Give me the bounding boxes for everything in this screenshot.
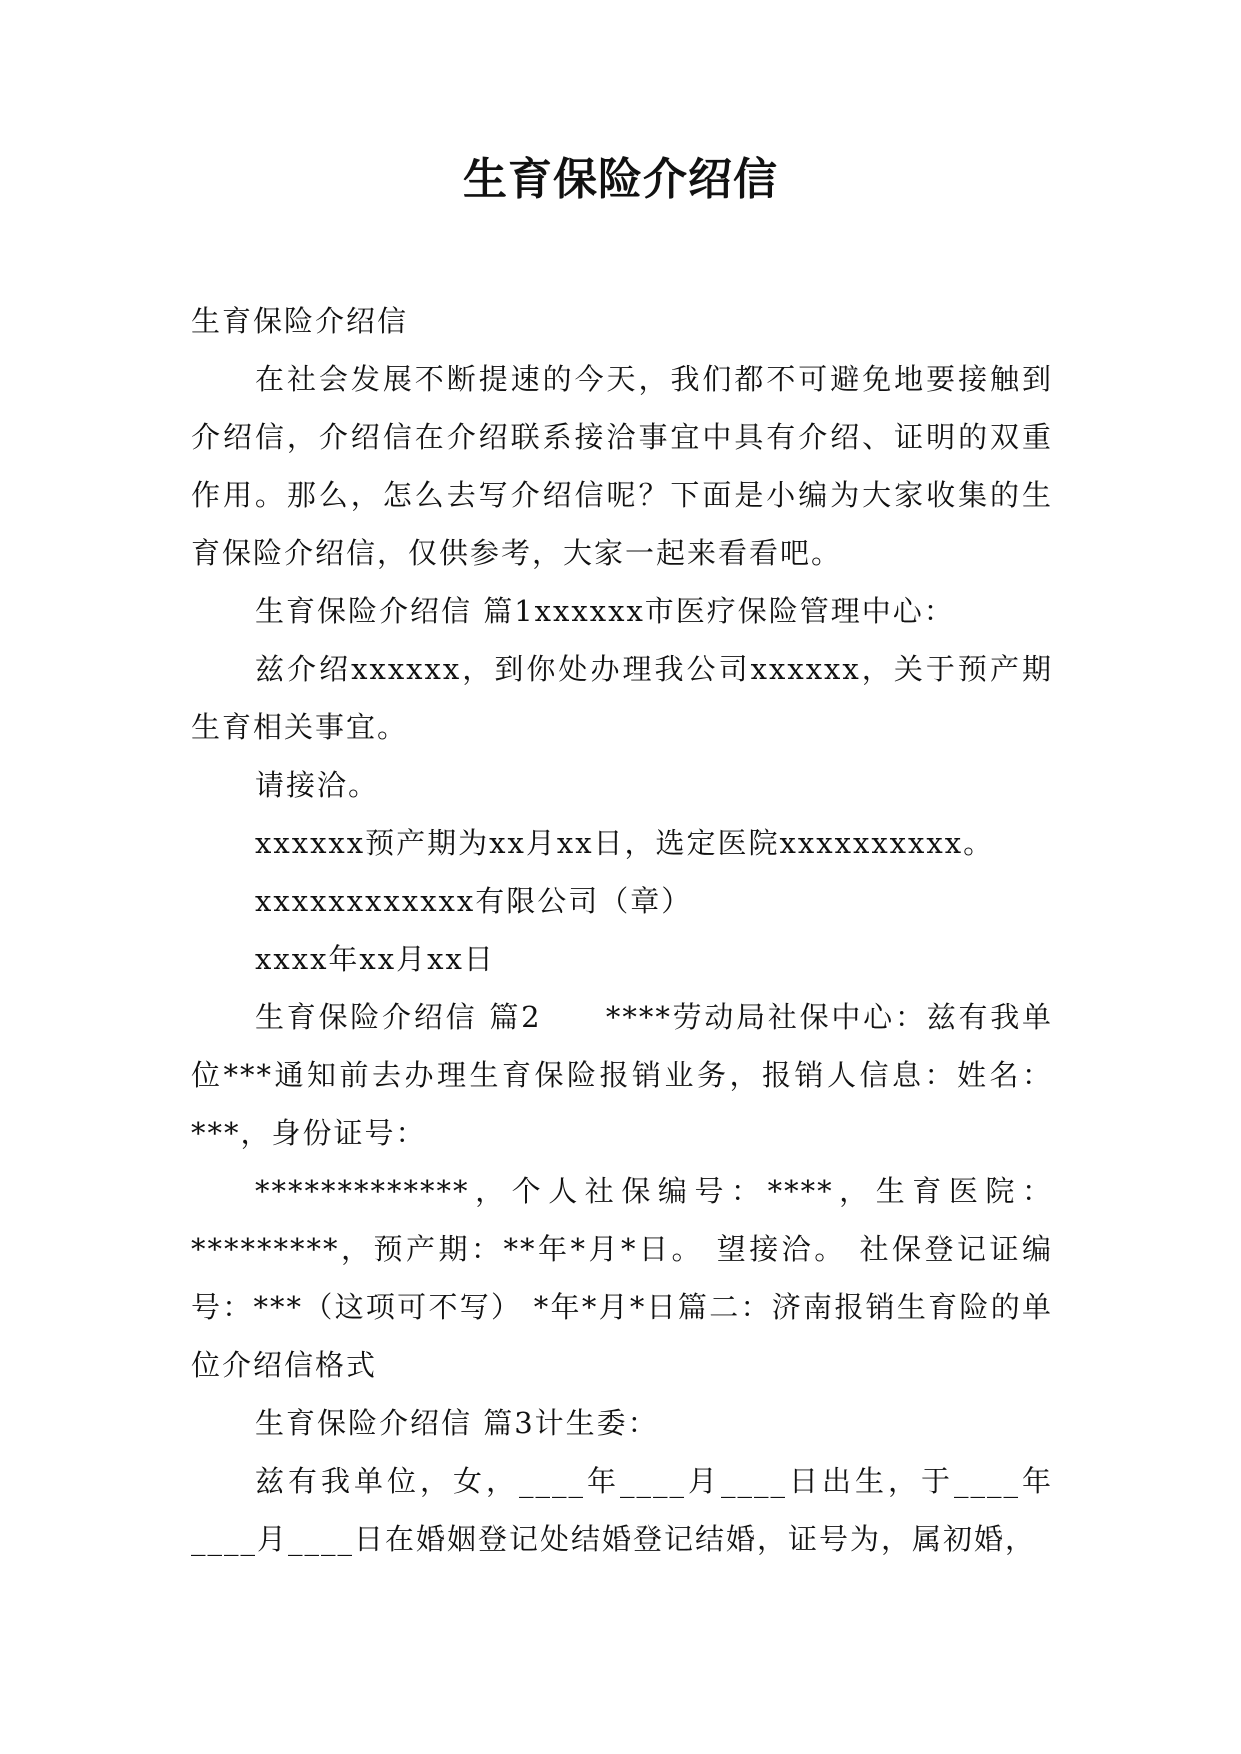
paragraph-letter3-heading: 生育保险介绍信 篇3计生委： (255, 1406, 659, 1440)
paragraph-intro: 在社会发展不断提速的今天，我们都不可避免地要接触到介绍信，介绍信在介绍联系接洽事宜中具有介绍、证明的双重作用。那么，怎么去写介绍信呢？下面是小编为大家收集的生育保险介绍信，仅供参考，大家一起来看看吧。 (191, 362, 1053, 570)
paragraph-letter2-heading: 生育保险介绍信 篇2 ****劳动局社保中心：兹有我单位***通知前去办理生育保险报销业务，报销人信息：姓名：***，身份证号： (191, 1000, 1053, 1150)
paragraph-letter1-heading: 生育保险介绍信 篇1xxxxxx市医疗保险管理中心： (255, 594, 955, 628)
paragraph-letter3-body: 兹有我单位，女，____年____月____日出生，于____年____月____日在婚姻登记处结婚登记结婚，证号为，属初婚， (191, 1464, 1053, 1556)
paragraph-heading: 生育保险介绍信 (191, 304, 409, 338)
paragraph-letter1-date: xxxx年xx月xx日 (255, 942, 495, 976)
paragraph-letter1-body: 兹介绍xxxxxx，到你处办理我公司xxxxxx，关于预产期生育相关事宜。 (191, 652, 1053, 744)
paragraph-letter1-closing: 请接洽。 (255, 768, 380, 802)
paragraph-letter2-body: *************，个人社保编号：****，生育医院：*********，预产期：**年*月*日。 望接洽。 社保登记证编号：***（这项可不写） *年*月*日篇二：济南报销生育险的单位介绍信格式 (191, 1174, 1053, 1382)
paragraph-letter1-company: xxxxxxxxxxxx有限公司（章） (255, 884, 693, 918)
document-title: 生育保险介绍信 (463, 154, 778, 205)
document-body (191, 292, 1053, 1568)
paragraph-letter1-due-date: xxxxxx预产期为xx月xx日，选定医院xxxxxxxxxx。 (255, 826, 995, 860)
